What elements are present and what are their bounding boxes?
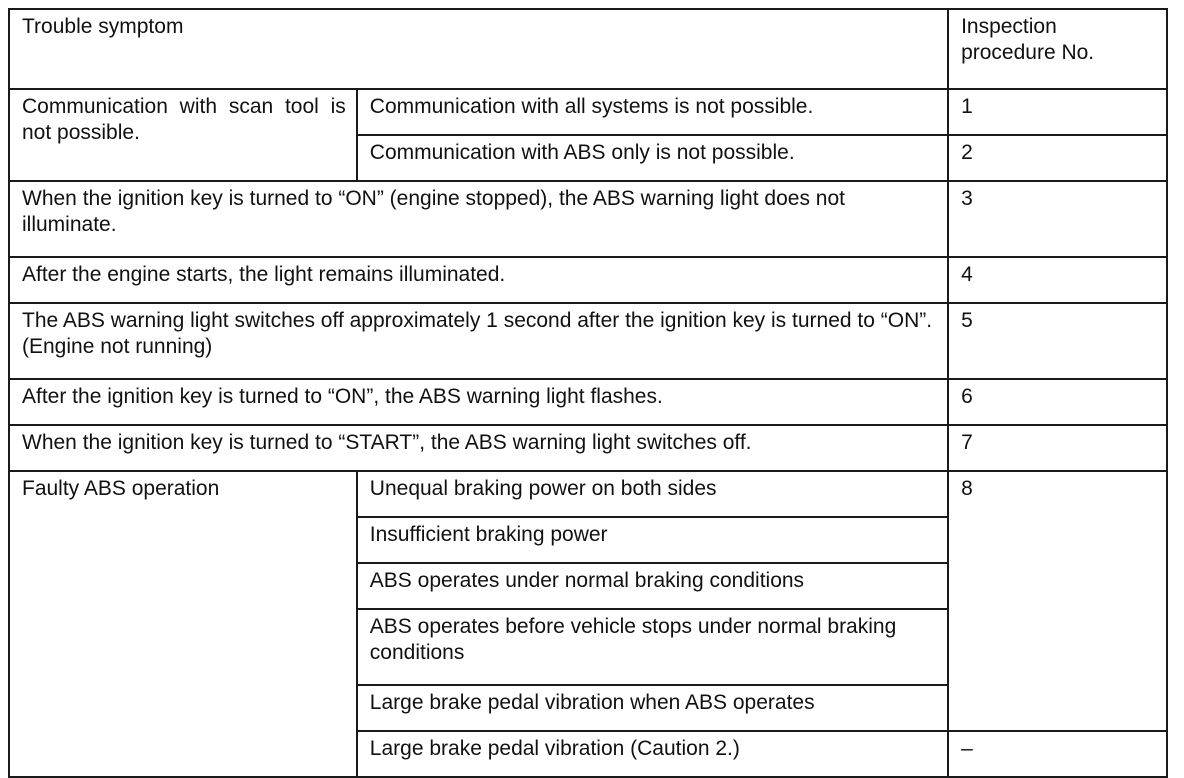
table-row bbox=[9, 303, 1167, 379]
symptom-description: After the ignition key is turned to “ON”, the ABS warning light flashes. bbox=[9, 379, 948, 425]
procedure-number: 3 bbox=[948, 181, 1167, 257]
symptom-detail: ABS operates under normal braking conditions bbox=[357, 563, 948, 609]
procedure-number: 6 bbox=[948, 379, 1167, 425]
trouble-symptom-table bbox=[8, 8, 1168, 778]
table-row bbox=[9, 89, 1167, 135]
procedure-number: – bbox=[948, 731, 1167, 777]
symptom-detail: ABS operates before vehicle stops under normal braking conditions bbox=[357, 609, 948, 685]
procedure-number: 5 bbox=[948, 303, 1167, 379]
symptom-detail: Communication with all systems is not possible. bbox=[357, 89, 948, 135]
procedure-number: 8 bbox=[948, 471, 1167, 731]
communication-symptom-label: Communication with scan tool is not possible. bbox=[9, 89, 357, 181]
table-row bbox=[9, 425, 1167, 471]
symptom-detail: Communication with ABS only is not possible. bbox=[357, 135, 948, 181]
table-row bbox=[9, 471, 1167, 517]
symptom-detail: Large brake pedal vibration (Caution 2.) bbox=[357, 731, 948, 777]
symptom-detail: Large brake pedal vibration when ABS operates bbox=[357, 685, 948, 731]
header-inspection-procedure: Inspection procedure No. bbox=[948, 9, 1167, 89]
symptom-description: The ABS warning light switches off approximately 1 second after the ignition key is turned to “ON”. (Engine not running) bbox=[9, 303, 948, 379]
faulty-abs-label: Faulty ABS operation bbox=[9, 471, 357, 777]
table-row bbox=[9, 379, 1167, 425]
procedure-number: 7 bbox=[948, 425, 1167, 471]
symptom-detail: Unequal braking power on both sides bbox=[357, 471, 948, 517]
procedure-number: 2 bbox=[948, 135, 1167, 181]
trouble-symptom-document bbox=[8, 8, 1168, 778]
table-row bbox=[9, 257, 1167, 303]
header-row bbox=[9, 9, 1167, 89]
procedure-number: 1 bbox=[948, 89, 1167, 135]
symptom-detail: Insufficient braking power bbox=[357, 517, 948, 563]
procedure-number: 4 bbox=[948, 257, 1167, 303]
symptom-description: When the ignition key is turned to “ON” (engine stopped), the ABS warning light does not illuminate. bbox=[9, 181, 948, 257]
header-trouble-symptom: Trouble symptom bbox=[9, 9, 948, 89]
symptom-description: When the ignition key is turned to “START”, the ABS warning light switches off. bbox=[9, 425, 948, 471]
symptom-description: After the engine starts, the light remains illuminated. bbox=[9, 257, 948, 303]
table-row bbox=[9, 181, 1167, 257]
